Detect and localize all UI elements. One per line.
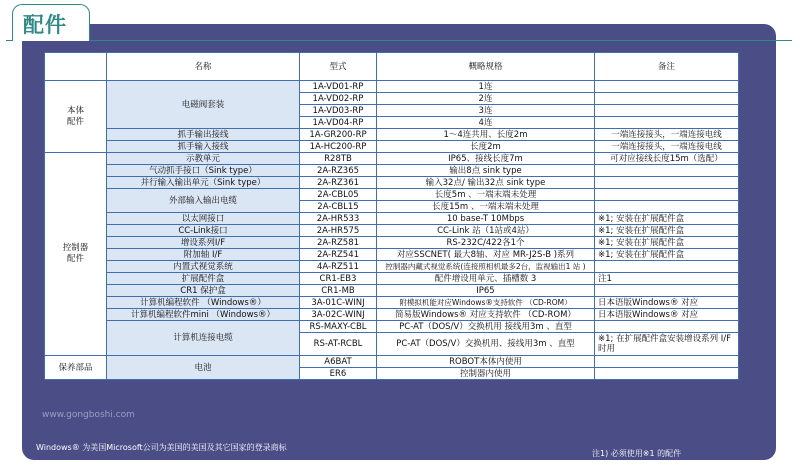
row-name: 抓手输入接线 bbox=[107, 141, 300, 153]
row-note bbox=[595, 117, 739, 129]
row-model: RS-MAXY-CBL bbox=[300, 321, 377, 333]
row-model: RS-AT-RCBL bbox=[300, 333, 377, 356]
row-spec: ROBOT本体内使用 bbox=[377, 356, 595, 368]
row-note bbox=[595, 93, 739, 105]
table-row bbox=[45, 356, 739, 368]
row-note: ※1; 安装在扩展配件盒 bbox=[595, 249, 739, 261]
row-name: 增设系列I/F bbox=[107, 237, 300, 249]
table-row bbox=[45, 129, 739, 141]
row-name: 并行输入输出单元（Sink type） bbox=[107, 177, 300, 189]
table-row bbox=[45, 297, 739, 309]
row-name: CR1 保护盒 bbox=[107, 285, 300, 297]
row-name: 抓手输出接线 bbox=[107, 129, 300, 141]
row-spec: IP65 bbox=[377, 285, 595, 297]
row-model: 1A-HC200-RP bbox=[300, 141, 377, 153]
table-row bbox=[45, 225, 739, 237]
row-model: A6BAT bbox=[300, 356, 377, 368]
watermark-text: www.gongboshi.com bbox=[42, 410, 135, 420]
row-spec: 长度5m 、一端末端未处理 bbox=[377, 189, 595, 201]
row-spec: 长度2m bbox=[377, 141, 595, 153]
row-spec: 1～4连共用、长度2m bbox=[377, 129, 595, 141]
row-note: 可对应接线长度15m（选配） bbox=[595, 153, 739, 165]
row-note: 一端连接接头，一端连接电线 bbox=[595, 129, 739, 141]
group-maint: 保养部品 bbox=[45, 356, 107, 380]
table-row bbox=[45, 273, 739, 285]
row-model: CR1-EB3 bbox=[300, 273, 377, 285]
row-model: 2A-HR575 bbox=[300, 225, 377, 237]
row-model: R28TB bbox=[300, 153, 377, 165]
row-note: 日本语版Windows® 对应 bbox=[595, 309, 739, 321]
row-note: 日本语版Windows® 对应 bbox=[595, 297, 739, 309]
row-spec: 附模拟机能对应Windows®支持软件 （CD-ROM） bbox=[377, 297, 595, 309]
row-model: 2A-HR533 bbox=[300, 213, 377, 225]
row-name: 附加轴 I/F bbox=[107, 249, 300, 261]
footnote-note1: 注1) 必须使用※1 的配件 bbox=[592, 449, 682, 458]
row-spec: 控制器内使用 bbox=[377, 368, 595, 380]
row-model: 2A-RZ581 bbox=[300, 237, 377, 249]
page-title: 配件 bbox=[23, 13, 67, 37]
table-header-row bbox=[45, 53, 739, 81]
group-body: 本体 配件 bbox=[45, 81, 107, 153]
header-blank bbox=[45, 53, 107, 81]
table-row bbox=[45, 261, 739, 273]
row-note: ※1; 安装在扩展配件盒 bbox=[595, 213, 739, 225]
row-spec: 配件增设用单元、插槽数 3 bbox=[377, 273, 595, 285]
row-model: 1A-VD02-RP bbox=[300, 93, 377, 105]
row-note: ※1; 安装在扩展配件盒 bbox=[595, 237, 739, 249]
row-spec: 10 base-T 10Mbps bbox=[377, 213, 595, 225]
row-model: 2A-RZ361 bbox=[300, 177, 377, 189]
row-spec: 4连 bbox=[377, 117, 595, 129]
row-spec: 2连 bbox=[377, 93, 595, 105]
table-row bbox=[45, 321, 739, 333]
row-spec: 3连 bbox=[377, 105, 595, 117]
row-name: 计算机编程软件 （Windows®） bbox=[107, 297, 300, 309]
row-name: 外部输入输出电缆 bbox=[107, 189, 300, 213]
row-name: 电池 bbox=[107, 356, 300, 380]
row-note bbox=[595, 165, 739, 177]
row-model: 3A-02C-WINJ bbox=[300, 309, 377, 321]
row-note bbox=[595, 261, 739, 273]
row-name: 计算机连接电缆 bbox=[107, 321, 300, 356]
title-tab bbox=[12, 4, 90, 41]
row-note bbox=[595, 81, 739, 93]
row-note bbox=[595, 105, 739, 117]
row-spec: 输出8点 sink type bbox=[377, 165, 595, 177]
row-spec: 1连 bbox=[377, 81, 595, 93]
table-row bbox=[45, 285, 739, 297]
row-note bbox=[595, 189, 739, 201]
row-spec: 简易版Windows® 对应支持软件 （CD-ROM） bbox=[377, 309, 595, 321]
row-note bbox=[595, 201, 739, 213]
row-spec: 输入32点/ 输出32点 sink type bbox=[377, 177, 595, 189]
table-row bbox=[45, 249, 739, 261]
table-row bbox=[45, 81, 739, 93]
row-note bbox=[595, 356, 739, 368]
row-spec: IP65、接线长度7m bbox=[377, 153, 595, 165]
row-name: 扩展配件盒 bbox=[107, 273, 300, 285]
row-note bbox=[595, 285, 739, 297]
row-model: 2A-RZ365 bbox=[300, 165, 377, 177]
title-rule bbox=[6, 40, 792, 41]
row-note: 注1 bbox=[595, 273, 739, 285]
row-spec: 对应SSCNET( 最大8轴、对应 MR-J2S-B )系列 bbox=[377, 249, 595, 261]
row-name: 计算机编程软件mini （Windows®） bbox=[107, 309, 300, 321]
row-spec: CC-Link 站（1站或4站） bbox=[377, 225, 595, 237]
row-note bbox=[595, 177, 739, 189]
row-note: ※1; 安装在扩展配件盒 bbox=[595, 225, 739, 237]
table-row bbox=[45, 309, 739, 321]
header-name: 名称 bbox=[107, 53, 300, 81]
row-model: 4A-RZ511 bbox=[300, 261, 377, 273]
row-name: 气动抓手接口（Sink type） bbox=[107, 165, 300, 177]
row-model: 1A-GR200-RP bbox=[300, 129, 377, 141]
table-row bbox=[45, 141, 739, 153]
header-note: 备注 bbox=[595, 53, 739, 81]
row-model: 1A-VD01-RP bbox=[300, 81, 377, 93]
header-spec: 概略规格 bbox=[377, 53, 595, 81]
table-row bbox=[45, 189, 739, 201]
row-model: CR1-MB bbox=[300, 285, 377, 297]
row-name: 示教单元 bbox=[107, 153, 300, 165]
footnote-trademark: Windows® 为美国Microsoft公司为美国的美国及其它国家的登录商标 bbox=[36, 443, 287, 452]
row-model: 1A-VD03-RP bbox=[300, 105, 377, 117]
row-note bbox=[595, 368, 739, 380]
row-name: 电磁阀套装 bbox=[107, 81, 300, 129]
row-name: 内置式视觉系统 bbox=[107, 261, 300, 273]
row-model: 2A-RZ541 bbox=[300, 249, 377, 261]
group-controller: 控制器 配件 bbox=[45, 153, 107, 356]
header-model: 型式 bbox=[300, 53, 377, 81]
row-spec: 控制器内藏式视觉系统(连接照相机最多2台，监视输出1 站 ) bbox=[377, 261, 595, 273]
table-row bbox=[45, 165, 739, 177]
row-note: ※1; 在扩展配件盒安装增设系列 I/F 时用 bbox=[595, 333, 739, 356]
row-model: 1A-VD04-RP bbox=[300, 117, 377, 129]
row-model: 2A-CBL05 bbox=[300, 189, 377, 201]
row-note: 一端连接接头，一端连接电线 bbox=[595, 141, 739, 153]
table-row bbox=[45, 177, 739, 189]
row-note bbox=[595, 321, 739, 333]
row-model: 2A-CBL15 bbox=[300, 201, 377, 213]
accessories-table bbox=[44, 52, 738, 380]
row-model: ER6 bbox=[300, 368, 377, 380]
table-row bbox=[45, 153, 739, 165]
row-model: 3A-01C-WINJ bbox=[300, 297, 377, 309]
row-spec: PC-AT（DOS/V）交换机用 接线用3m 、直型 bbox=[377, 321, 595, 333]
row-spec: RS-232C/422各1个 bbox=[377, 237, 595, 249]
table-row bbox=[45, 237, 739, 249]
row-name: CC-Link接口 bbox=[107, 225, 300, 237]
table-row bbox=[45, 213, 739, 225]
row-spec: 长度15m 、一端末端未处理 bbox=[377, 201, 595, 213]
row-name: 以太网接口 bbox=[107, 213, 300, 225]
row-spec: PC-AT（DOS/V）交换机用、接线用3m 、直型 bbox=[377, 333, 595, 356]
